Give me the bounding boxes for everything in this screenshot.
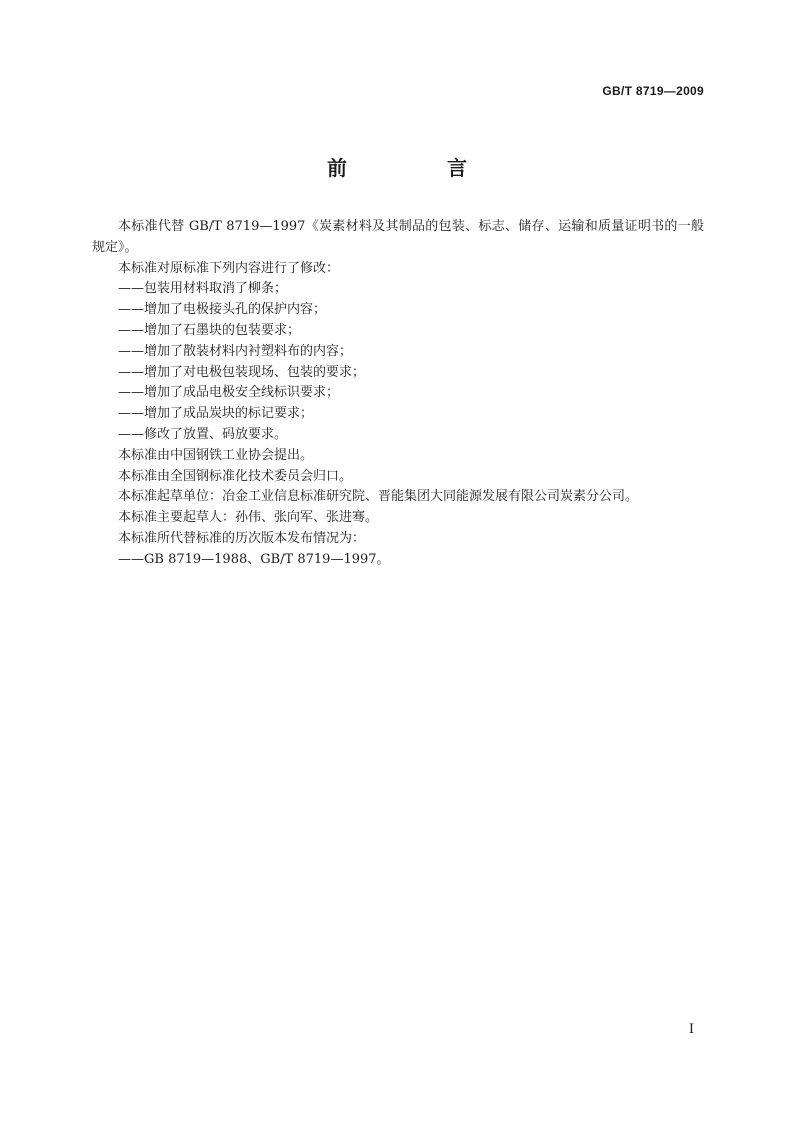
- change-item: ——修改了放置、码放要求。: [118, 426, 288, 442]
- change-item: ——增加了石墨块的包装要求；: [118, 322, 301, 338]
- page-number: I: [688, 1022, 694, 1037]
- paragraph-proposed-by: 本标准由中国钢铁工业协会提出。: [118, 447, 314, 463]
- change-item: ——增加了成品炭块的标记要求；: [118, 406, 314, 422]
- history-item: ——GB 8719—1988、GB/T 8719—1997。: [118, 551, 390, 567]
- paragraph-drafters: 本标准主要起草人：孙伟、张向军、张进骞。: [118, 510, 379, 526]
- paragraph-history-intro: 本标准所代替标准的历次版本发布情况为：: [118, 530, 366, 546]
- paragraph-replaces-standard: 本标准代替 GB/T 8719—1997《炭素材料及其制品的包装、标志、储存、运输和质量证明书的一般规定》。: [92, 219, 704, 255]
- change-item: ——增加了散装材料内衬塑料布的内容；: [118, 343, 353, 359]
- document-number: GB/T 8719—2009: [602, 84, 704, 98]
- paragraph-managed-by: 本标准由全国钢标准化技术委员会归口。: [118, 468, 353, 484]
- change-item: ——增加了电极接头孔的保护内容；: [118, 302, 327, 318]
- paragraph-drafting-units: 本标准起草单位：冶金工业信息标准研究院、晋能集团大同能源发展有限公司炭素分公司。: [118, 489, 639, 505]
- change-item: ——增加了成品电极安全线标识要求；: [118, 385, 340, 401]
- change-item: ——增加了对电极包装现场、包装的要求；: [118, 364, 366, 380]
- paragraph-changes-intro: 本标准对原标准下列内容进行了修改：: [118, 260, 340, 276]
- change-item: ——包装用材料取消了柳条；: [118, 281, 288, 297]
- foreword-body: [92, 217, 704, 571]
- page-title: 前 言: [327, 156, 507, 180]
